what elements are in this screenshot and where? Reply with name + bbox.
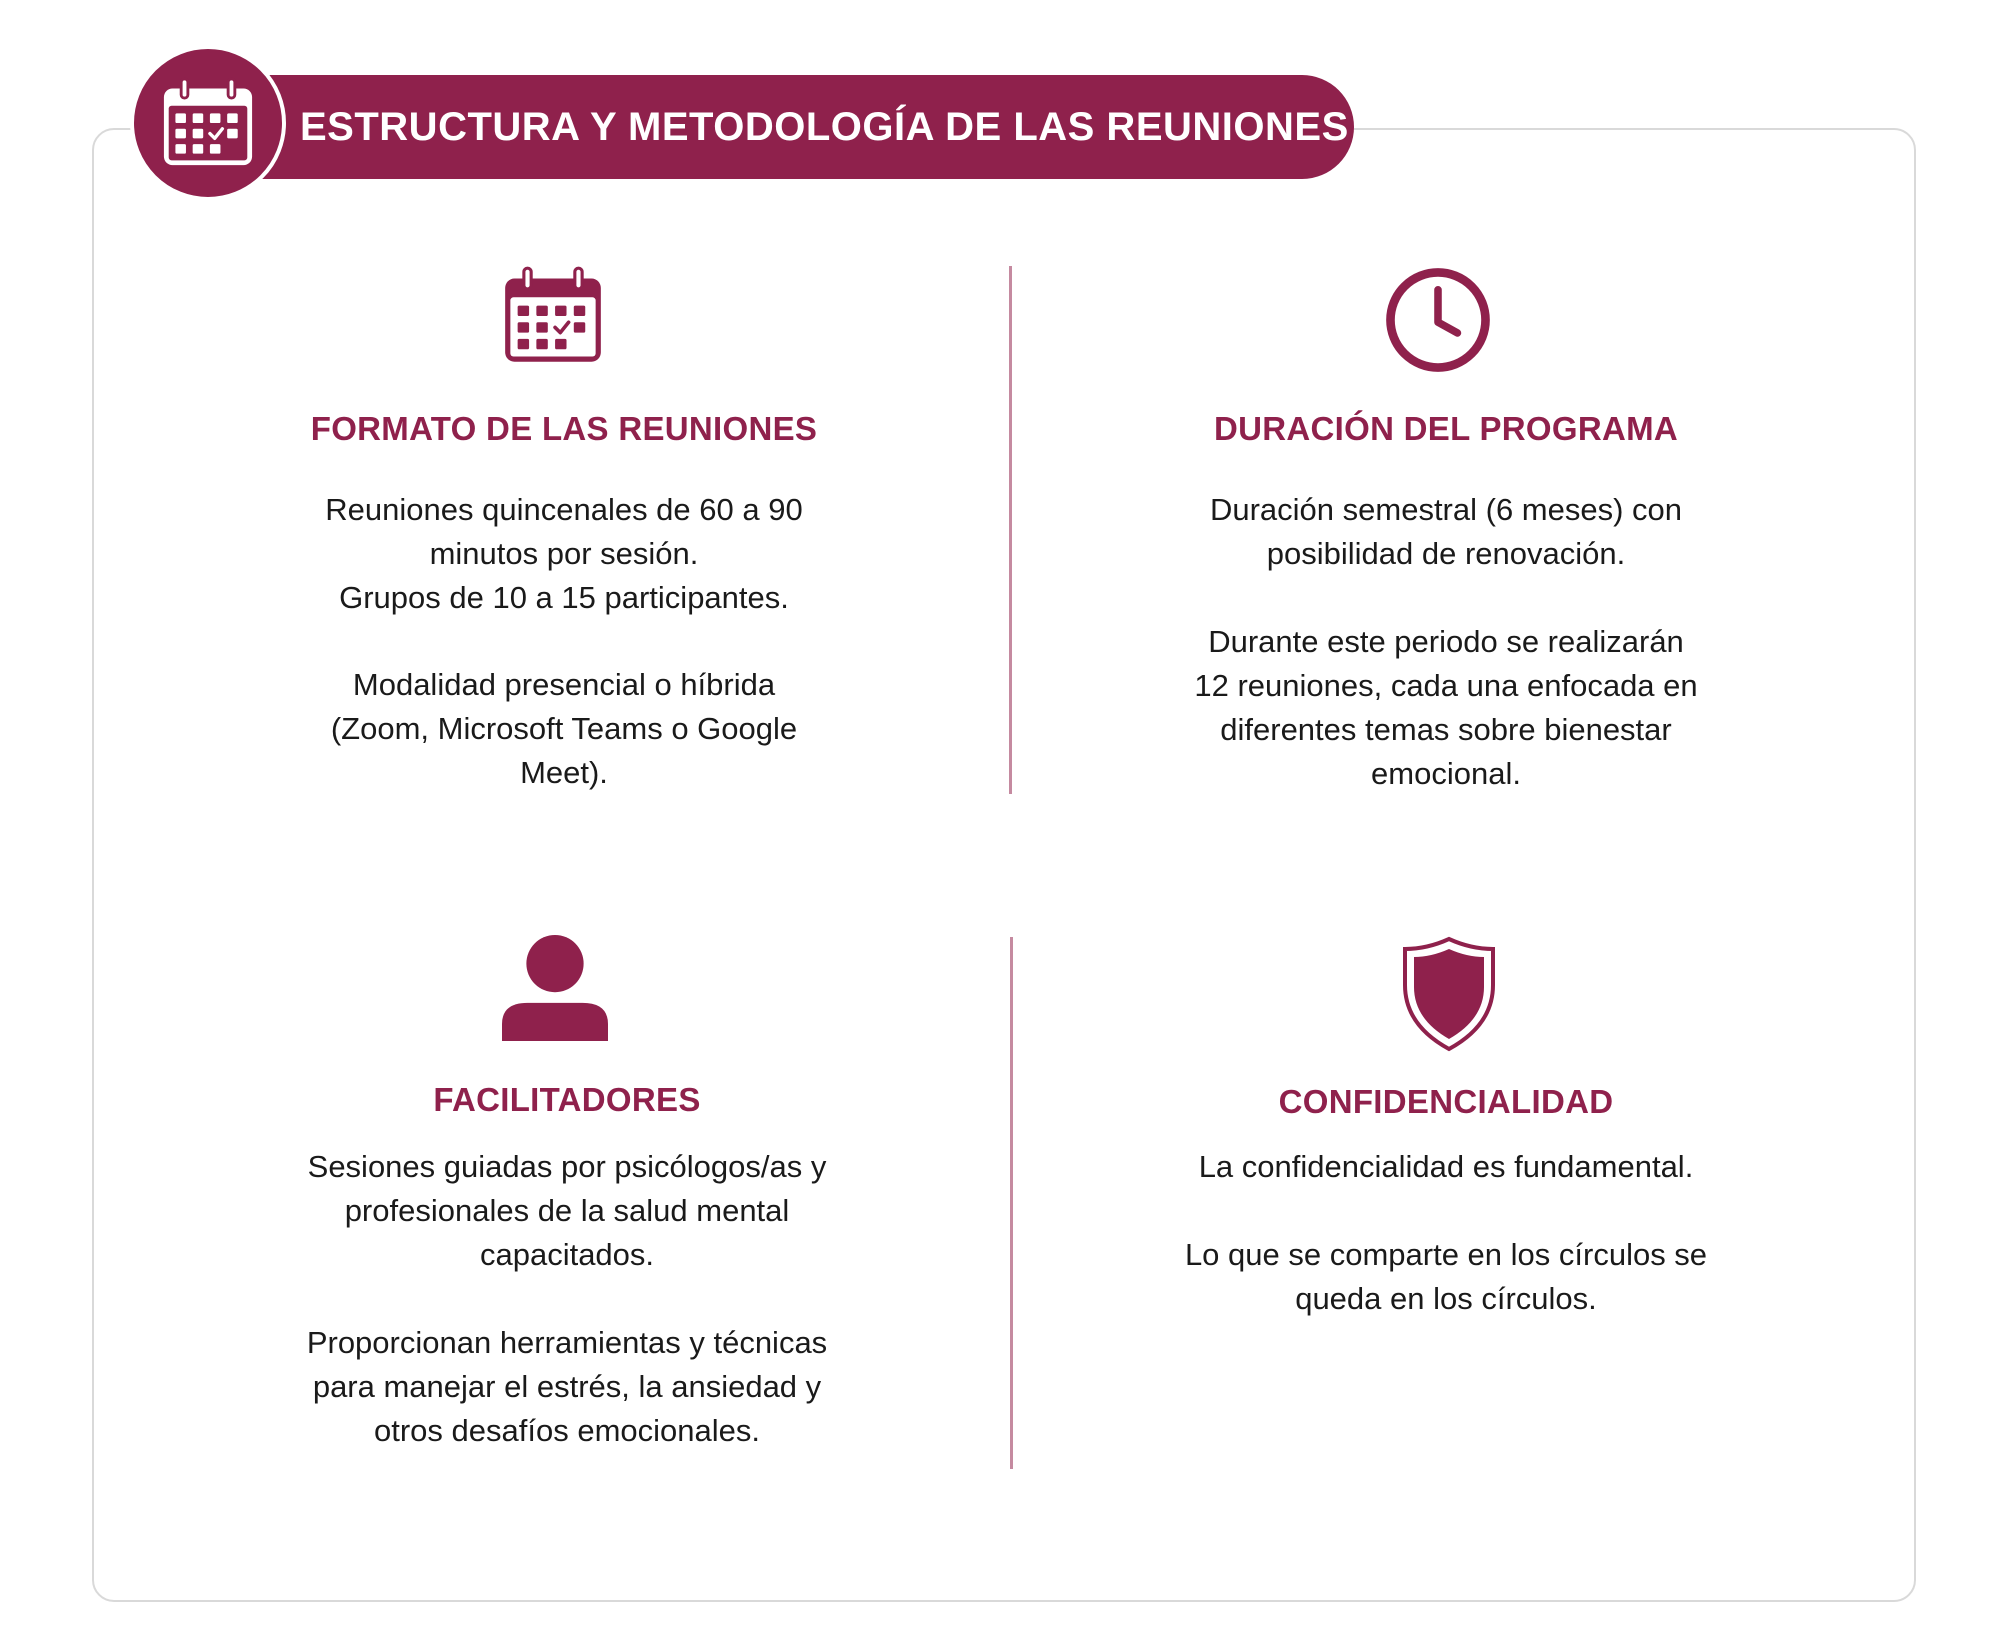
text-line: queda en los círculos. (1295, 1281, 1597, 1316)
text-line: Proporcionan herramientas y técnicas (306, 1325, 828, 1360)
section-paragraph (1106, 1145, 1786, 1189)
divider-bottom (1010, 937, 1013, 1469)
section-paragraph (227, 1145, 907, 1277)
section-paragraph (1106, 488, 1786, 576)
calendar-icon (160, 77, 256, 169)
text-line: Durante este periodo se realizarán (1208, 624, 1684, 659)
text-line: 12 reuniones, cada una enfocada en (1194, 668, 1698, 703)
section-paragraph (227, 1321, 907, 1453)
text-line: Sesiones guiadas por psicólogos/as y (307, 1149, 827, 1184)
section-paragraph (1106, 1233, 1786, 1321)
text-line: capacitados. (479, 1237, 655, 1272)
person-icon (502, 935, 608, 1041)
section-title: CONFIDENCIALIDAD (1278, 1083, 1614, 1120)
text-line: La confidencialidad es fundamental. (1198, 1149, 1694, 1184)
text-line: para manejar el estrés, la ansiedad y (312, 1369, 822, 1404)
section-format (224, 260, 904, 820)
header-badge (130, 45, 286, 201)
text-line: (Zoom, Microsoft Teams o Google (330, 711, 798, 746)
text-line: Meet). (520, 755, 608, 790)
text-line: emocional. (1371, 756, 1521, 791)
text-line: minutos por sesión. (429, 536, 699, 571)
calendar-icon (501, 266, 605, 366)
text-line: Lo que se comparte en los círculos se (1184, 1237, 1708, 1272)
page-title: ESTRUCTURA Y METODOLOGÍA DE LAS REUNIONES (300, 104, 1349, 149)
section-duration (1106, 260, 1786, 820)
text-line: posibilidad de renovación. (1266, 536, 1626, 571)
section-confidentiality (1106, 935, 1786, 1495)
text-line: diferentes temas sobre bienestar (1220, 712, 1672, 747)
section-paragraph (224, 663, 904, 795)
section-title: FORMATO DE LAS REUNIONES (310, 410, 818, 447)
header-banner (200, 75, 1354, 179)
section-paragraph (1106, 620, 1786, 796)
text-line: Grupos de 10 a 15 participantes. (339, 580, 789, 615)
shield-icon (1401, 935, 1497, 1053)
text-line: otros desafíos emocionales. (374, 1413, 760, 1448)
text-line: profesionales de la salud mental (344, 1193, 790, 1228)
section-facilitators (227, 935, 907, 1495)
divider-top (1009, 266, 1012, 794)
section-title: DURACIÓN DEL PROGRAMA (1213, 410, 1679, 447)
section-paragraph (224, 488, 904, 620)
text-line: Duración semestral (6 meses) con (1209, 492, 1683, 527)
clock-icon (1384, 266, 1492, 374)
text-line: Reuniones quincenales de 60 a 90 (325, 492, 803, 527)
text-line: Modalidad presencial o híbrida (352, 667, 776, 702)
section-title: FACILITADORES (433, 1081, 701, 1118)
